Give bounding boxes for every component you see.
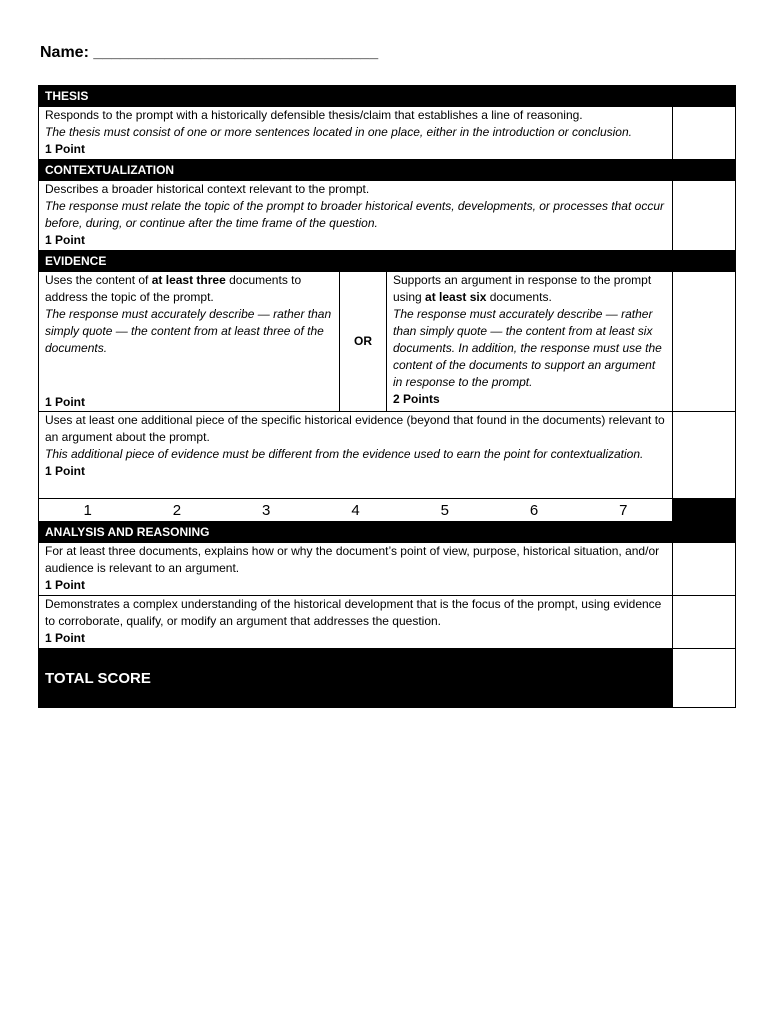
score-numbers-row (39, 498, 735, 521)
analysis-complexity-row (39, 595, 735, 648)
contextualization-header-row (39, 159, 735, 180)
evidence-header-row (39, 250, 735, 271)
evidence-six-documents-note: The response must accurately describe — rather than simply quote — the content from at least six documents. In addition, the response must use the content of the documents to support an argument in response to the prompt. (393, 307, 662, 389)
evidence-additional-row (39, 411, 735, 498)
thesis-section-title: THESIS (39, 86, 735, 106)
evidence-three-documents-cell (39, 272, 339, 411)
analysis-complexity-text: Demonstrates a complex understanding of the historical development that is the focus of the prompt, using evidence to corroborate, qualify, or modify an argument that addresses the question. (45, 597, 662, 628)
thesis-score-box[interactable] (672, 107, 735, 159)
analysis-sourcing-score-box[interactable] (672, 543, 735, 595)
contextualization-points: 1 Point (45, 233, 86, 247)
score-number: 1 (83, 501, 92, 519)
analysis-section-title: ANALYSIS AND REASONING (39, 522, 735, 542)
numbers-row-filled-cell (672, 499, 735, 521)
thesis-criteria-text: Responds to the prompt with a historically defensible thesis/claim that establishes a line of reasoning. (45, 108, 583, 122)
score-number: 5 (440, 501, 449, 519)
evidence-additional-score-box[interactable] (672, 412, 735, 498)
evidence-documents-row (39, 271, 735, 411)
analysis-sourcing-text: For at least three documents, explains how or why the document’s point of view, purpose, historical situation, and/or audience is relevant to an argument. (45, 544, 660, 575)
scoring-rubric-table (38, 85, 736, 708)
evidence-six-documents-cell (387, 272, 672, 411)
evidence-three-documents-text: Uses the content of at least three documents to address the topic of the prompt. (45, 273, 302, 304)
total-score-box[interactable] (672, 649, 735, 707)
evidence-or-label: OR (339, 272, 387, 411)
score-number: 6 (529, 501, 539, 519)
thesis-criteria-row (39, 106, 735, 159)
evidence-six-documents-points: 2 Points (393, 392, 440, 406)
evidence-documents-score-box[interactable] (672, 272, 735, 411)
analysis-sourcing-points: 1 Point (45, 578, 86, 592)
total-score-label: TOTAL SCORE (39, 649, 672, 707)
contextualization-section-title: CONTEXTUALIZATION (39, 160, 735, 180)
score-number: 2 (172, 501, 182, 519)
score-number: 7 (619, 501, 628, 519)
evidence-three-documents-points: 1 Point (45, 395, 86, 409)
contextualization-criteria-text: Describes a broader historical context relevant to the prompt. (45, 182, 370, 196)
total-score-row (39, 648, 735, 707)
evidence-six-documents-text: Supports an argument in response to the prompt using at least six documents. (393, 273, 652, 304)
analysis-complexity-score-box[interactable] (672, 596, 735, 648)
contextualization-criteria-note: The response must relate the topic of the prompt to broader historical events, developments, or processes that occur before, during, or continue after the time frame of the question. (45, 199, 664, 230)
contextualization-criteria-row (39, 180, 735, 250)
evidence-additional-text: Uses at least one additional piece of the specific historical evidence (beyond that found in the documents) relevant to an argument about the prompt. (45, 413, 665, 444)
evidence-additional-note: This additional piece of evidence must be different from the evidence used to earn the point for contextualization. (45, 447, 644, 461)
evidence-additional-points: 1 Point (45, 464, 86, 478)
score-number: 3 (262, 501, 271, 519)
analysis-header-row (39, 521, 735, 542)
evidence-section-title: EVIDENCE (39, 251, 735, 271)
contextualization-score-box[interactable] (672, 181, 735, 250)
analysis-complexity-points: 1 Point (45, 631, 86, 645)
thesis-criteria-note: The thesis must consist of one or more sentences located in one place, either in the introduction or conclusion. (45, 125, 632, 139)
thesis-points: 1 Point (45, 142, 86, 156)
analysis-sourcing-row (39, 542, 735, 595)
thesis-header-row (39, 86, 735, 106)
name-field-label: Name: ________________________________ (40, 44, 379, 61)
score-number: 4 (351, 501, 360, 519)
evidence-three-documents-note: The response must accurately describe — rather than simply quote — the content from at least three of the documents. (45, 307, 332, 355)
